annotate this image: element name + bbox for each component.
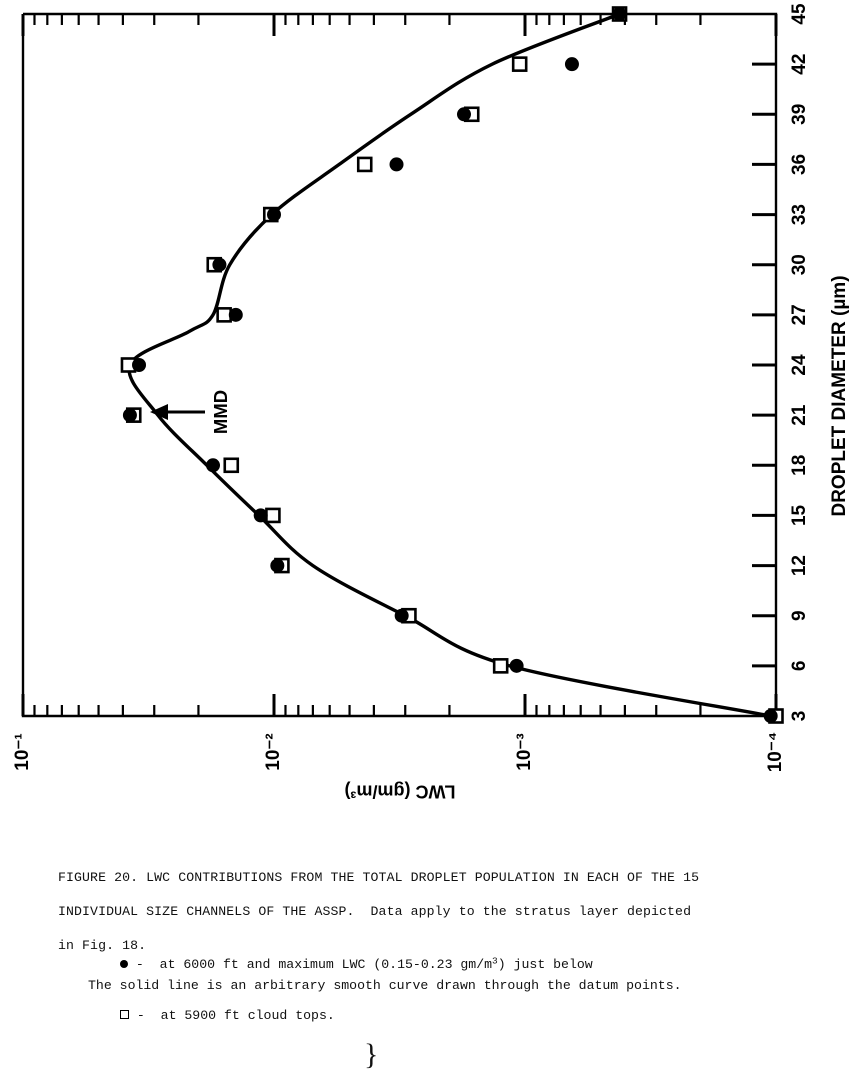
data-point-at-6000-ft-6um bbox=[510, 659, 524, 673]
data-point-at-5900-ft-6um bbox=[494, 659, 507, 672]
diameter-axis-title: DROPLET DIAMETER (µm) bbox=[829, 275, 851, 517]
legend-row-5900ft bbox=[120, 1007, 593, 1024]
lwc-tick-label-0.1: 10⁻¹ bbox=[12, 733, 34, 771]
lwc-tick-label-0.01: 10⁻² bbox=[263, 733, 285, 771]
diameter-axis-tick-labels bbox=[789, 3, 810, 721]
diameter-axis-major-ticks bbox=[752, 64, 776, 666]
diameter-tick-label-42: 42 bbox=[789, 53, 811, 75]
diameter-tick-label-21: 21 bbox=[789, 404, 811, 426]
caption-title-line2: INDIVIDUAL SIZE CHANNELS OF THE ASSP. Data apply to the stratus layer depicted bbox=[58, 904, 692, 919]
data-point-at-6000-ft-27um bbox=[229, 308, 243, 322]
data-point-at-6000-ft-12um bbox=[270, 559, 284, 573]
diameter-tick-label-33: 33 bbox=[789, 204, 811, 226]
figure-caption bbox=[0, 800, 864, 1071]
data-point-at-6000-ft-9um bbox=[395, 609, 409, 623]
diameter-tick-label-12: 12 bbox=[789, 555, 811, 577]
diameter-tick-label-39: 39 bbox=[789, 103, 811, 125]
open-square-marker-icon bbox=[120, 1010, 129, 1019]
diameter-tick-label-45: 45 bbox=[789, 3, 811, 25]
data-point-at-6000-ft-24um bbox=[132, 358, 146, 372]
data-point-at-6000-ft-18um bbox=[206, 458, 220, 472]
legend-5900ft-text: cloud tops. bbox=[247, 1008, 335, 1023]
legend-exponent: 3 bbox=[492, 955, 498, 967]
diameter-tick-label-27: 27 bbox=[789, 304, 811, 326]
legend-6000ft-text-a: and maximum LWC (0.15-0.23 gm/m bbox=[246, 957, 493, 972]
data-point-at-6000-ft-36um bbox=[390, 157, 404, 171]
legend-brace: } bbox=[364, 1038, 379, 1071]
lwc-tick-label-0.0001: 10⁻⁴ bbox=[765, 731, 787, 773]
lwc-axis-ticks-top bbox=[23, 14, 776, 36]
filled-circle-marker-icon bbox=[120, 960, 128, 968]
smooth-curve-line bbox=[129, 14, 771, 716]
data-point-at-6000-ft-30um bbox=[212, 258, 226, 272]
data-point-at-6000-ft-45um bbox=[613, 7, 627, 21]
diameter-tick-label-30: 30 bbox=[789, 254, 811, 276]
data-points-5900ft bbox=[122, 8, 783, 723]
legend-row-6000ft bbox=[120, 956, 593, 973]
lwc-axis-title: LWC (gm/m³) bbox=[344, 781, 456, 800]
data-point-at-6000-ft-39um bbox=[457, 107, 471, 121]
data-point-at-5900-ft-36um bbox=[358, 158, 371, 171]
diameter-tick-label-15: 15 bbox=[789, 504, 811, 526]
mmd-annotation bbox=[150, 390, 231, 434]
data-point-at-6000-ft-3um bbox=[764, 709, 778, 723]
diameter-tick-label-36: 36 bbox=[789, 153, 811, 175]
diameter-tick-label-3: 3 bbox=[789, 710, 811, 722]
data-point-at-5900-ft-42um bbox=[513, 58, 526, 71]
data-point-at-5900-ft-18um bbox=[225, 459, 238, 472]
diameter-tick-label-6: 6 bbox=[789, 660, 811, 672]
mmd-label: MMD bbox=[209, 389, 231, 435]
data-points-6000ft bbox=[123, 7, 778, 723]
diameter-tick-label-24: 24 bbox=[789, 354, 811, 376]
caption-title-line3: in Fig. 18. bbox=[58, 938, 147, 953]
caption-title-line1: FIGURE 20. LWC CONTRIBUTIONS FROM THE TOTAL DROPLET POPULATION IN EACH OF THE 15 bbox=[58, 870, 700, 885]
caption-legend-block bbox=[120, 922, 593, 1075]
data-point-at-6000-ft-33um bbox=[267, 208, 281, 222]
lwc-axis-tick-labels bbox=[12, 732, 786, 773]
data-point-at-5900-ft-15um bbox=[266, 509, 279, 522]
legend-5900ft-dash: - at 5900 ft bbox=[129, 1008, 240, 1023]
diameter-tick-label-18: 18 bbox=[789, 454, 811, 476]
caption-note: The solid line is an arbitrary smooth curve drawn through the datum points. bbox=[88, 978, 682, 993]
legend-6000ft-dash: - at 6000 ft bbox=[128, 957, 239, 972]
data-point-at-6000-ft-42um bbox=[565, 57, 579, 71]
data-point-at-6000-ft-15um bbox=[254, 508, 268, 522]
lwc-tick-label-0.001: 10⁻³ bbox=[514, 733, 536, 771]
legend-6000ft-text-b: ) just below bbox=[497, 957, 593, 972]
data-point-at-6000-ft-21um bbox=[123, 408, 137, 422]
data-point-at-5900-ft-27um bbox=[218, 308, 231, 321]
diameter-tick-label-9: 9 bbox=[789, 610, 811, 622]
